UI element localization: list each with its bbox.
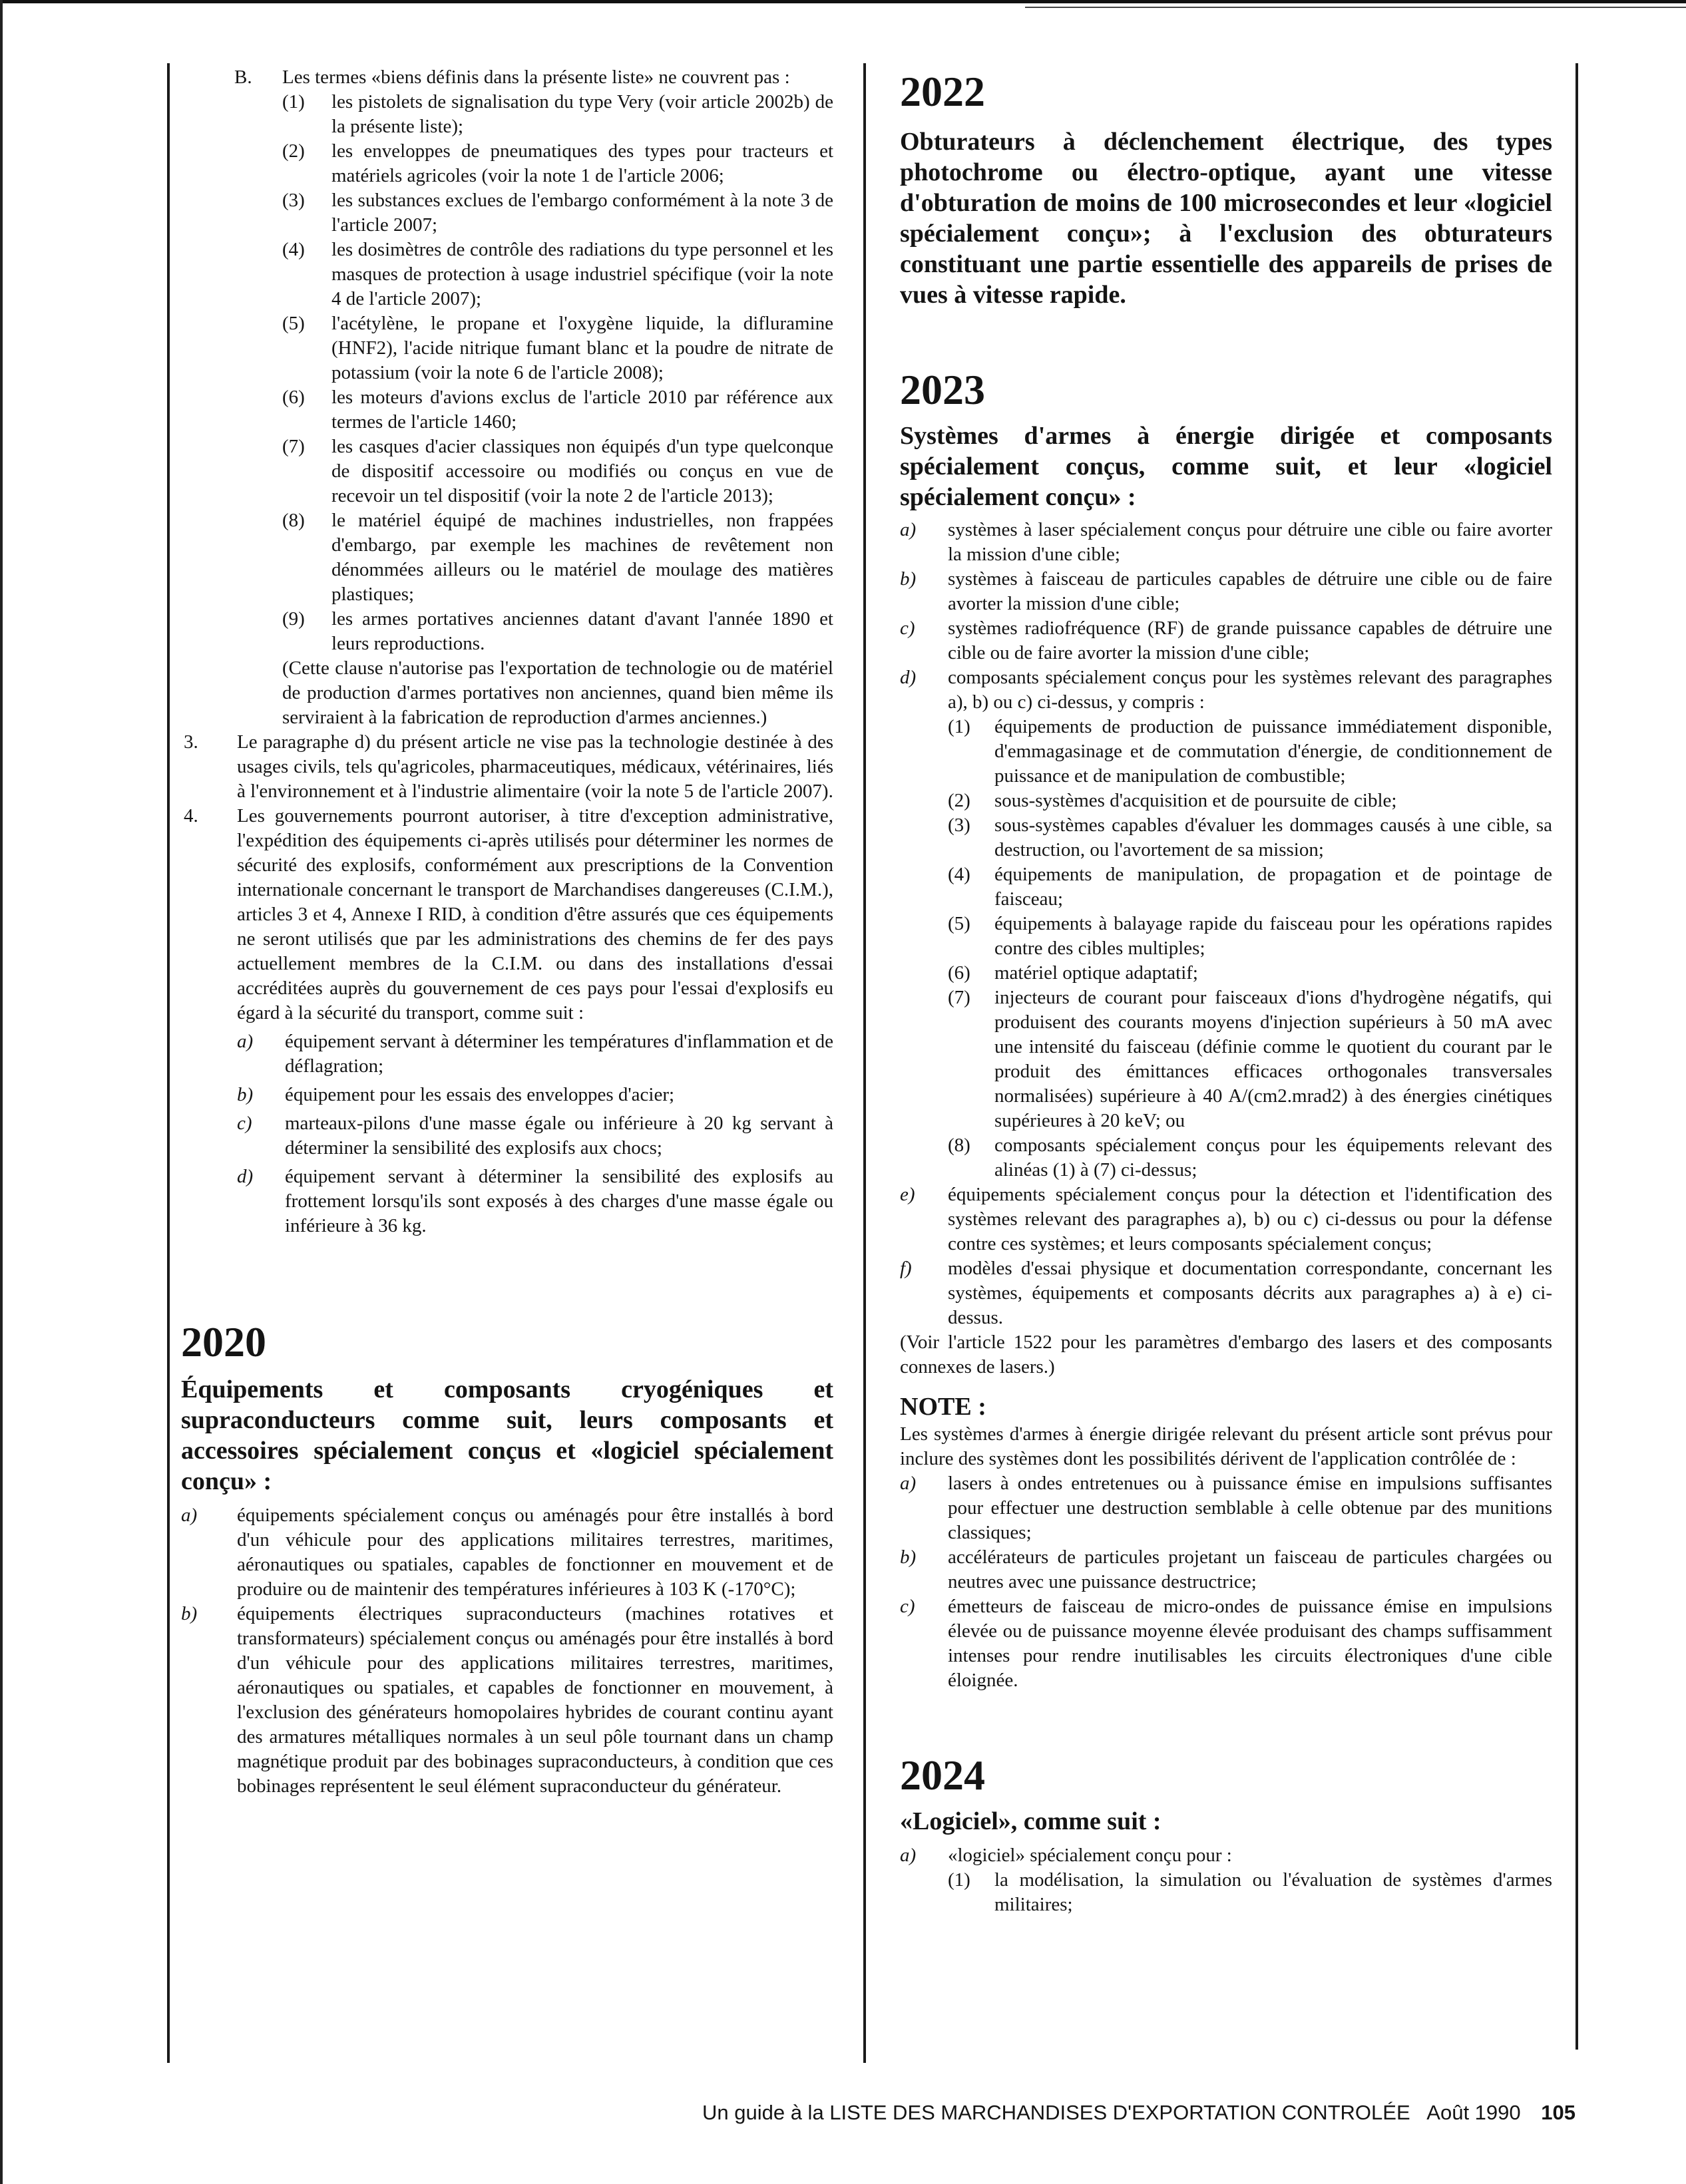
- d-list-item: (7) injecteurs de courant pour faisceaux d'ions d'hydrogène négatifs, qui produisent des courants moyens d'injection supérieurs à 50 mA avec une intensité du faisceau (définie comme le quotient du courant par le produit des émittances efficaces orthogonales transversales normalisées) supérieure à 40 A/(cm2.mrad2) à des énergies cinétiques supérieures à 20 keV; ou: [948, 987, 1552, 1131]
- b-list-item: (8) le matériel équipé de machines industrielles, non frappées d'embargo, par exemple les machines de revêtement non dénommées ailleurs ou le matériel de moulage des matières plastiques;: [282, 510, 833, 605]
- clause-b: [181, 65, 833, 730]
- note-block: [900, 1391, 1552, 1693]
- section-2023: [900, 365, 1552, 1693]
- footer-guide-title: Un guide à la LISTE DES MARCHANDISES D'EXPORTATION CONTROLÉE: [702, 2101, 1410, 2124]
- d-list-item: (3) sous-systèmes capables d'évaluer les dommages causés à une cible, sa destruction, ou l'avortement de sa mission;: [948, 815, 1552, 860]
- d-list-item: (6) matériel optique adaptatif;: [948, 962, 1198, 984]
- section-2023-title: Systèmes d'armes à énergie dirigée et composants spécialement conçus, comme suit, et leur «logiciel spécialement conçu» :: [900, 422, 1552, 511]
- d-list-item: (5) équipements à balayage rapide du faisceau pour les opérations rapides contre des cibles multiples;: [948, 913, 1552, 959]
- section-2023-number: 2023: [900, 366, 985, 413]
- d-list-item: (8) composants spécialement conçus pour les équipements relevant des alinéas (1) à (7) ci-dessus;: [948, 1135, 1552, 1181]
- page-footer: [0, 2099, 1576, 2126]
- d-list-item: (2) sous-systèmes d'acquisition et de poursuite de cible;: [948, 790, 1397, 811]
- note-intro: Les systèmes d'armes à énergie dirigée relevant du présent article sont prévus pour inclure des systèmes dont les possibilités dérivent de l'application contrôlée de :: [900, 1423, 1552, 1469]
- p4-list-item: c) marteaux-pilons d'une masse égale ou inférieure à 20 kg servant à déterminer la sensibilité des explosifs aux chocs;: [237, 1113, 833, 1159]
- b-list-item: (5) l'acétylène, le propane et l'oxygène liquide, la difluramine (HNF2), l'acide nitrique fumant blanc et la poudre de nitrate de potassium (voir la note 6 de l'article 2008);: [282, 313, 833, 383]
- p4-list-item: b) équipement pour les essais des enveloppes d'acier;: [237, 1084, 675, 1105]
- b-list-item: (1) les pistolets de signalisation du type Very (voir article 2002b) de la présente liste);: [282, 91, 833, 137]
- section-2022: [900, 67, 1552, 310]
- section-2022-number: 2022: [900, 68, 985, 115]
- b-list-item: (7) les casques d'acier classiques non équipés d'un type quelconque de dispositif accessoire ou modifiés ou conçus en vue de recevoir un tel dispositif (voir la note 2 de l'article 2013);: [282, 436, 833, 506]
- s2020-list-item: b) équipements électriques supraconducteurs (machines rotatives et transformateurs) spécialement conçus ou aménagés pour être installés à bord d'un véhicule pour des applications militaires terrestres, maritimes, aéronautiques ou spatiales, et capables de fonctionner en mouvement, à l'exclusion des générateurs homopolaires hybrides de courant continu ayant des armatures métalliques normales à un seul pôle tournant dans un champ magnétique produit par des bobinages supraconducteurs, à condition que ces bobinages représentent le seul élément supraconducteur du générateur.: [181, 1603, 833, 1797]
- s2023-list-item: c) systèmes radiofréquence (RF) de grande puissance capables de détruire une cible ou de faire avorter la mission d'une cible;: [900, 618, 1552, 663]
- s2023-voir-note: (Voir l'article 1522 pour les paramètres d'embargo des lasers et des composants connexes de lasers.): [900, 1332, 1552, 1377]
- section-2020-title: Équipements et composants cryogéniques et supraconducteurs comme suit, leurs composants et accessoires spécialement conçus et «logiciel spécialement conçu» :: [181, 1375, 833, 1495]
- section-2022-title: Obturateurs à déclenchement électrique, des types photochrome ou électro-optique, ayant une vitesse d'obturation de moins de 100 microsecondes et leur «logiciel spécialement conçu»; à l'exclusion des obturateurs constituant une partie essentielle des appareils de prises de vues à vitesse rapide.: [900, 128, 1552, 309]
- b-list-item: (4) les dosimètres de contrôle des radiations du type personnel et les masques de protection à usage industriel spécifique (voir la note 4 de l'article 2007);: [282, 239, 833, 309]
- section-2024: [900, 1750, 1552, 1917]
- top-border-thin: [1025, 7, 1686, 8]
- note-list-item: c) émetteurs de faisceau de micro-ondes de puissance émise en impulsions élevée ou de puissance moyenne élevée produisant des champs suffisamment intenses pour rendre inutilisables les circuits électroniques d'une cible éloignée.: [900, 1596, 1552, 1691]
- d-list-item: (1) équipements de production de puissance immédiatement disponible, d'emmagasinage et de commutation d'énergie, de conditionnement de puissance et de manipulation de combustible;: [948, 716, 1552, 787]
- b-list-item: (3) les substances exclues de l'embargo conformément à la note 3 de l'article 2007;: [282, 190, 833, 236]
- page-number: 105: [1541, 2101, 1576, 2124]
- clause-b-note: (Cette clause n'autorise pas l'exportation de technologie ou de matériel de production d'armes portatives non anciennes, quand bien même ils serviraient à la fabrication de reproduction d'armes anciennes.): [282, 657, 833, 728]
- section-2024-number: 2024: [900, 1751, 985, 1799]
- clause-b-intro: Les termes «biens définis dans la présente liste» ne couvrent pas :: [282, 67, 790, 88]
- section-2024-title: «Logiciel», comme suit :: [900, 1807, 1161, 1835]
- s2023-list-item: e) équipements spécialement conçus pour la détection et l'identification des systèmes relevant des paragraphes a), b) ou c) ci-dessus ou pour la défense contre ces systèmes; et leurs composants spécialement conçus;: [900, 1184, 1552, 1254]
- left-border: [0, 0, 3, 2184]
- paragraph-4-text: Les gouvernements pourront autoriser, à titre d'exception administrative, l'expédition des équipements ci-après utilisés pour déterminer les normes de sécurité des explosifs, conformément aux prescriptions de la Convention internationale concernant le transport de Marchandises dangereuses (C.I.M.), articles 3 et 4, Annexe I RID, à condition d'être assurés que ces équipements ne seront utilisés que par les administrations des chemins de fer des pays actuellement membres de la C.I.M. ou dans des installations d'essai accréditées auprès du gouvernement de ces pays pour l'essai d'explosifs eu égard à la sécurité du transport, comme suit :: [237, 805, 833, 1023]
- note-title: NOTE :: [900, 1393, 986, 1421]
- paragraph-4-label: 4.: [184, 805, 198, 826]
- top-border: [0, 0, 1686, 3]
- s2020-list-item: a) équipements spécialement conçus ou aménagés pour être installés à bord d'un véhicule pour des applications militaires terrestres, maritimes, aéronautiques ou spatiales, capables de fonctionner en mouvement et de produire ou de maintenir des températures inférieures à 103 K (-170°C);: [181, 1505, 833, 1600]
- note-list-item: b) accélérateurs de particules projetant un faisceau de particules chargées ou neutres avec une puissance destructrice;: [900, 1547, 1552, 1592]
- right-column: [900, 67, 1552, 1917]
- s2023-list-item: d) composants spécialement conçus pour les systèmes relevant des paragraphes a), b) ou c) ci-dessus, y compris :: [900, 667, 1552, 713]
- column-rule-left: [167, 63, 170, 2063]
- footer-date: Août 1990: [1426, 2101, 1521, 2124]
- s2023-list-item: f) modèles d'essai physique et documentation correspondante, concernant les systèmes, équipements et composants décrits aux paragraphes a) à e) ci-dessus.: [900, 1258, 1552, 1328]
- paragraph-3: [181, 730, 833, 804]
- note-list-item: a) lasers à ondes entretenues ou à puissance émise en impulsions suffisantes pour effectuer une destruction semblable à celle obtenue par des munitions classiques;: [900, 1473, 1552, 1543]
- clause-b-label: B.: [234, 67, 252, 88]
- paragraph-4: [181, 804, 833, 1025]
- column-rule-right: [1576, 63, 1578, 2050]
- paragraph-3-label: 3.: [184, 731, 198, 753]
- s2023-list-item: b) systèmes à faisceau de particules capables de détruire une cible ou de faire avorter la mission d'une cible;: [900, 568, 1552, 614]
- s2024-sub-item: (1) la modélisation, la simulation ou l'évaluation de systèmes d'armes militaires;: [948, 1869, 1552, 1915]
- section-2020-number: 2020: [181, 1318, 266, 1365]
- b-list-item: (2) les enveloppes de pneumatiques des types pour tracteurs et matériels agricoles (voir la note 1 de l'article 2006;: [282, 140, 833, 186]
- s2024-list-item: a) «logiciel» spécialement conçu pour :: [900, 1845, 1232, 1866]
- s2023-list-item: a) systèmes à laser spécialement conçus pour détruire une cible ou faire avorter la mission d'une cible;: [900, 519, 1552, 565]
- section-2020: [181, 1317, 833, 1799]
- d-list-item: (4) équipements de manipulation, de propagation et de pointage de faisceau;: [948, 864, 1552, 910]
- left-column: [181, 65, 833, 1799]
- p4-list-item: a) équipement servant à déterminer les températures d'inflammation et de déflagration;: [237, 1031, 833, 1077]
- p4-list-item: d) équipement servant à déterminer la sensibilité des explosifs au frottement lorsqu'ils sont exposés à des charges d'une masse égale ou inférieure à 36 kg.: [237, 1166, 833, 1236]
- column-rule-center: [863, 63, 866, 2063]
- paragraph-3-text: Le paragraphe d) du présent article ne vise pas la technologie destinée à des usages civils, tels qu'agricoles, pharmaceutiques, médicaux, vétérinaires, liés à l'environnement et à l'industrie alimentaire (voir la note 5 de l'article 2007).: [237, 731, 833, 802]
- b-list-item: (6) les moteurs d'avions exclus de l'article 2010 par référence aux termes de l'article 1460;: [282, 387, 833, 433]
- b-list-item: (9) les armes portatives anciennes datant d'avant l'année 1890 et leurs reproductions.: [282, 608, 833, 654]
